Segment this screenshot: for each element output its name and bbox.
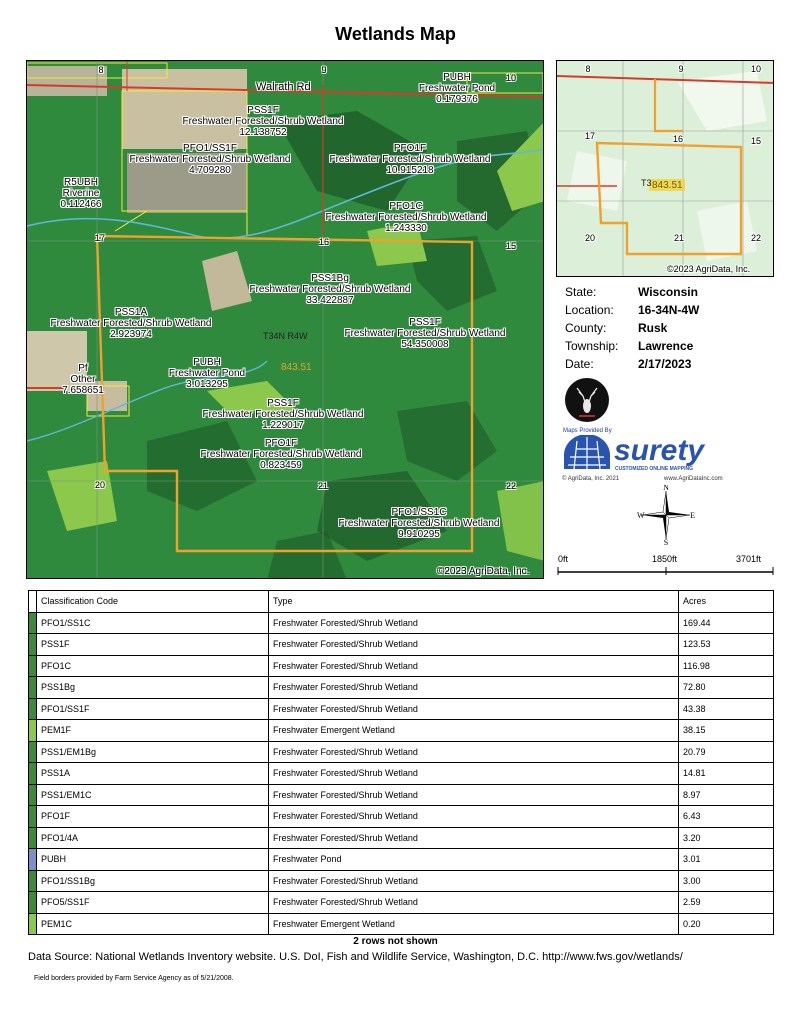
header-code: Classification Code xyxy=(37,591,269,613)
section-number: 20 xyxy=(94,480,106,490)
row-color-swatch xyxy=(29,720,37,742)
deer-logo-icon xyxy=(565,378,609,422)
cell-type: Freshwater Emergent Wetland xyxy=(269,720,679,742)
wetland-label: PSS1F Freshwater Forested/Shrub Wetland 54.350008 xyxy=(344,317,506,350)
wetland-label: PFO1/SS1F Freshwater Forested/Shrub Wetland 4.709280 xyxy=(129,143,291,176)
cell-acres: 14.81 xyxy=(679,763,774,785)
inset-section-number: 22 xyxy=(750,233,762,243)
section-number: 10 xyxy=(505,73,517,83)
cell-acres: 20.79 xyxy=(679,741,774,763)
cell-acres: 169.44 xyxy=(679,612,774,634)
row-color-swatch xyxy=(29,612,37,634)
road-label: Walrath Rd xyxy=(256,81,311,93)
wetland-label: PUBH Freshwater Pond 0.179376 xyxy=(418,72,496,105)
row-color-swatch xyxy=(29,827,37,849)
row-color-swatch xyxy=(29,634,37,656)
wetland-label: PSS1Bg Freshwater Forested/Shrub Wetland 33.422887 xyxy=(249,273,411,306)
agridata-copyright: © AgriData, Inc. 2021 xyxy=(562,476,620,482)
row-color-swatch xyxy=(29,849,37,871)
county-label: County: xyxy=(565,321,607,335)
cell-acres: 38.15 xyxy=(679,720,774,742)
cell-code: PSS1F xyxy=(37,634,269,656)
cell-acres: 123.53 xyxy=(679,634,774,656)
row-color-swatch xyxy=(29,763,37,785)
date-label: Date: xyxy=(565,357,594,371)
compass-rose-icon xyxy=(636,485,696,545)
cell-type: Freshwater Pond xyxy=(269,849,679,871)
table-row xyxy=(29,655,774,677)
cell-code: PSS1/EM1Bg xyxy=(37,741,269,763)
wetland-label: Pf Other 7.658651 xyxy=(62,363,104,396)
cell-acres: 43.38 xyxy=(679,698,774,720)
section-number: 17 xyxy=(94,233,106,243)
compass-w: W xyxy=(637,511,645,520)
scale-bar xyxy=(556,552,776,576)
section-number: 22 xyxy=(505,481,517,491)
cell-acres: 3.01 xyxy=(679,849,774,871)
row-color-swatch xyxy=(29,784,37,806)
section-number: 9 xyxy=(321,65,327,75)
inset-township-label: T3 xyxy=(641,178,652,188)
cell-code: PFO1C xyxy=(37,655,269,677)
cell-type: Freshwater Forested/Shrub Wetland xyxy=(269,655,679,677)
cell-code: PFO1F xyxy=(37,806,269,828)
cell-type: Freshwater Forested/Shrub Wetland xyxy=(269,634,679,656)
inset-section-number: 21 xyxy=(673,233,685,243)
table-row xyxy=(29,720,774,742)
cell-type: Freshwater Forested/Shrub Wetland xyxy=(269,741,679,763)
cell-type: Freshwater Emergent Wetland xyxy=(269,913,679,935)
cell-acres: 8.97 xyxy=(679,784,774,806)
surety-logo: surety xyxy=(614,434,705,467)
table-row xyxy=(29,913,774,935)
location-info xyxy=(565,283,699,373)
section-number: 15 xyxy=(505,241,517,251)
inset-section-number: 9 xyxy=(678,64,684,74)
inset-section-number: 10 xyxy=(750,64,762,74)
row-color-swatch xyxy=(29,677,37,699)
cell-acres: 2.59 xyxy=(679,892,774,914)
wetland-label: R5UBH Riverine 0.112466 xyxy=(60,177,102,210)
cell-code: PSS1/EM1C xyxy=(37,784,269,806)
cell-code: PFO1/SS1C xyxy=(37,612,269,634)
scale-mid: 1850ft xyxy=(652,554,678,564)
inset-section-number: 15 xyxy=(750,136,762,146)
cell-type: Freshwater Forested/Shrub Wetland xyxy=(269,677,679,699)
cell-code: PEM1F xyxy=(37,720,269,742)
section-number: 8 xyxy=(98,65,104,75)
row-color-swatch xyxy=(29,870,37,892)
main-map[interactable] xyxy=(26,60,544,579)
inset-map[interactable] xyxy=(556,60,774,277)
wetland-label: PFO1/SS1C Freshwater Forested/Shrub Wetland 9.910295 xyxy=(338,507,500,540)
table-row xyxy=(29,827,774,849)
inset-section-number: 20 xyxy=(584,233,596,243)
state-label: State: xyxy=(565,285,597,299)
table-row xyxy=(29,806,774,828)
inset-section-number: 8 xyxy=(585,64,591,74)
township-value: Lawrence xyxy=(638,339,694,353)
table-header-row xyxy=(29,591,774,613)
inset-copyright: ©2023 AgriData, Inc. xyxy=(667,264,751,274)
field-borders-note: Field borders provided by Farm Service Agency as of 5/21/2008. xyxy=(34,975,234,982)
row-color-swatch xyxy=(29,741,37,763)
cell-type: Freshwater Forested/Shrub Wetland xyxy=(269,806,679,828)
date-value: 2/17/2023 xyxy=(638,357,692,371)
scale-line xyxy=(556,566,776,576)
cell-type: Freshwater Forested/Shrub Wetland xyxy=(269,784,679,806)
row-color-swatch xyxy=(29,913,37,935)
cell-acres: 3.00 xyxy=(679,870,774,892)
wetland-label: PFO1F Freshwater Forested/Shrub Wetland 0.823459 xyxy=(200,438,362,471)
map-copyright: ©2023 AgriData, Inc. xyxy=(437,566,530,577)
table-row xyxy=(29,870,774,892)
inset-section-number: 16 xyxy=(672,134,684,144)
compass-s: S xyxy=(663,538,669,545)
wetland-label: PUBH Freshwater Pond 3.013295 xyxy=(168,357,246,390)
compass-e: E xyxy=(690,511,695,520)
compass-n: N xyxy=(663,485,669,492)
cell-code: PSS1A xyxy=(37,763,269,785)
cell-type: Freshwater Forested/Shrub Wetland xyxy=(269,827,679,849)
inset-canvas xyxy=(557,61,774,277)
cell-type: Freshwater Forested/Shrub Wetland xyxy=(269,870,679,892)
table-row xyxy=(29,763,774,785)
page-title: Wetlands Map xyxy=(335,24,456,44)
surety-tagline: CUSTOMIZED ONLINE MAPPING xyxy=(615,466,693,472)
cell-type: Freshwater Forested/Shrub Wetland xyxy=(269,698,679,720)
inset-acres-label: 843.51 xyxy=(652,180,683,191)
header-type: Type xyxy=(269,591,679,613)
row-color-swatch xyxy=(29,698,37,720)
wetland-label: PFO1C Freshwater Forested/Shrub Wetland 1.243330 xyxy=(325,201,487,234)
cell-code: PEM1C xyxy=(37,913,269,935)
wetland-label: PSS1F Freshwater Forested/Shrub Wetland 12.138752 xyxy=(182,105,344,138)
table-row xyxy=(29,677,774,699)
cell-type: Freshwater Forested/Shrub Wetland xyxy=(269,612,679,634)
acres-label: 843.51 xyxy=(281,362,312,373)
data-source: Data Source: National Wetlands Inventory website. U.S. DoI, Fish and Wildlife Service, Washington, D.C. http://www.fws.gov/wetlands/ xyxy=(28,951,683,963)
cell-type: Freshwater Forested/Shrub Wetland xyxy=(269,892,679,914)
table-row xyxy=(29,612,774,634)
cell-code: PFO1/4A xyxy=(37,827,269,849)
wetland-label: PFO1F Freshwater Forested/Shrub Wetland 10.915218 xyxy=(329,143,491,176)
table-row xyxy=(29,892,774,914)
surety-globe-icon xyxy=(562,435,612,471)
county-value: Rusk xyxy=(638,321,668,335)
cell-acres: 116.98 xyxy=(679,655,774,677)
cell-code: PSS1Bg xyxy=(37,677,269,699)
classification-table xyxy=(28,590,774,935)
row-color-swatch xyxy=(29,655,37,677)
row-color-swatch xyxy=(29,892,37,914)
table-row xyxy=(29,741,774,763)
section-number: 16 xyxy=(318,237,330,247)
table-row xyxy=(29,849,774,871)
cell-code: PUBH xyxy=(37,849,269,871)
header-acres: Acres xyxy=(679,591,774,613)
wetland-label: PSS1F Freshwater Forested/Shrub Wetland 1.229017 xyxy=(202,398,364,431)
cell-acres: 3.20 xyxy=(679,827,774,849)
state-value: Wisconsin xyxy=(638,285,698,299)
cell-acres: 0.20 xyxy=(679,913,774,935)
scale-start: 0ft xyxy=(558,554,569,564)
cell-code: PFO5/SS1F xyxy=(37,892,269,914)
table-row xyxy=(29,784,774,806)
cell-code: PFO1/SS1F xyxy=(37,698,269,720)
agridata-website: www.AgriDataInc.com xyxy=(664,476,723,482)
maps-provided-by: Maps Provided By xyxy=(563,428,612,434)
cell-acres: 72.80 xyxy=(679,677,774,699)
inset-section-number: 17 xyxy=(584,131,596,141)
wetland-label: PSS1A Freshwater Forested/Shrub Wetland 2.923974 xyxy=(50,307,212,340)
row-color-swatch xyxy=(29,806,37,828)
header-swatch xyxy=(29,591,37,613)
township-label: T34N R4W xyxy=(263,331,308,341)
scale-end: 3701ft xyxy=(736,554,762,564)
table-row xyxy=(29,634,774,656)
section-number: 21 xyxy=(317,481,329,491)
rows-not-shown: 2 rows not shown xyxy=(353,936,438,947)
cell-code: PFO1/SS1Bg xyxy=(37,870,269,892)
township-label: Township: xyxy=(565,339,619,353)
cell-type: Freshwater Forested/Shrub Wetland xyxy=(269,763,679,785)
location-value: 16-34N-4W xyxy=(638,303,700,317)
location-label: Location: xyxy=(565,303,614,317)
cell-acres: 6.43 xyxy=(679,806,774,828)
table-row xyxy=(29,698,774,720)
